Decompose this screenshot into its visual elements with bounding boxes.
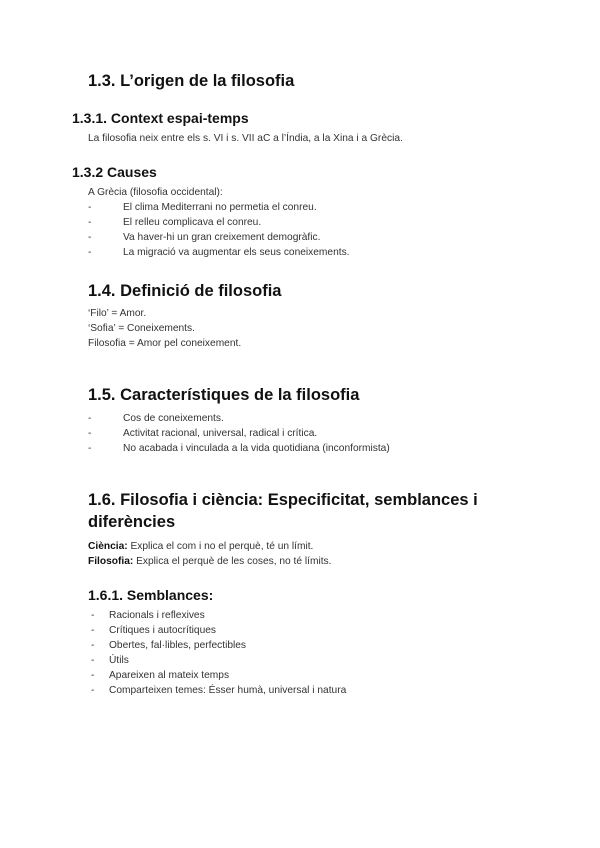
- list-item: Apareixen al mateix temps: [109, 670, 230, 681]
- heading-1-6-1: 1.6.1. Semblances:: [88, 587, 214, 603]
- heading-1-6-line2: diferències: [88, 513, 176, 531]
- text-filosofia: Explica el perquè de les coses, no té límits.: [133, 556, 332, 567]
- list-bullet: -: [88, 217, 92, 228]
- list-bullet: -: [91, 610, 95, 621]
- list-bullet: -: [88, 247, 92, 258]
- heading-1-4: 1.4. Definició de filosofia: [88, 282, 282, 300]
- heading-1-3-2: 1.3.2 Causes: [72, 164, 157, 180]
- text-ciencia: Explica el com i no el perquè, té un límit.: [127, 541, 314, 552]
- list-bullet: -: [91, 655, 95, 666]
- list-item: Obertes, fal·libles, perfectibles: [109, 640, 247, 651]
- paragraph-causes-intro: A Grècia (filosofia occidental):: [88, 187, 223, 198]
- list-bullet: -: [88, 413, 92, 424]
- list-item: Crítiques i autocrítiques: [109, 625, 217, 636]
- definition-ciencia: [88, 541, 313, 552]
- list-item: Activitat racional, universal, radical i crítica.: [123, 428, 318, 439]
- heading-1-3: 1.3. L’origen de la filosofia: [88, 72, 295, 90]
- list-bullet: -: [88, 443, 92, 454]
- heading-1-3-1: 1.3.1. Context espai-temps: [72, 110, 249, 126]
- list-bullet: -: [91, 670, 95, 681]
- label-filosofia: Filosofia:: [88, 556, 134, 567]
- list-item: La migració va augmentar els seus coneixements.: [123, 247, 350, 258]
- list-item: Cos de coneixements.: [123, 413, 224, 424]
- list-item: El clima Mediterrani no permetia el conreu.: [123, 202, 317, 213]
- list-item: No acabada i vinculada a la vida quotidiana (inconformista): [123, 443, 390, 454]
- definition-line: Filosofia = Amor pel coneixement.: [88, 338, 242, 349]
- heading-1-6-line1: 1.6. Filosofia i ciència: Especificitat, semblances i: [88, 491, 478, 509]
- heading-1-5: 1.5. Característiques de la filosofia: [88, 386, 360, 404]
- list-bullet: -: [91, 640, 95, 651]
- list-item: El relleu complicava el conreu.: [123, 217, 262, 228]
- list-bullet: -: [88, 202, 92, 213]
- label-ciencia: Ciència:: [88, 541, 128, 552]
- definition-filosofia: [88, 556, 331, 567]
- list-bullet: -: [91, 625, 95, 636]
- list-item: Va haver-hi un gran creixement demogràfic.: [123, 232, 321, 243]
- paragraph-context: La filosofia neix entre els s. VI i s. VII aC a l’Índia, a la Xina i a Grècia.: [88, 133, 403, 144]
- list-item: Útils: [109, 655, 129, 666]
- list-item: Comparteixen temes: Ésser humà, universal i natura: [109, 685, 347, 696]
- definition-line: ‘Filo’ = Amor.: [88, 308, 147, 319]
- list-bullet: -: [88, 428, 92, 439]
- list-bullet: -: [88, 232, 92, 243]
- definition-line: ‘Sofia’ = Coneixements.: [88, 323, 195, 334]
- list-bullet: -: [91, 685, 95, 696]
- list-item: Racionals i reflexives: [109, 610, 205, 621]
